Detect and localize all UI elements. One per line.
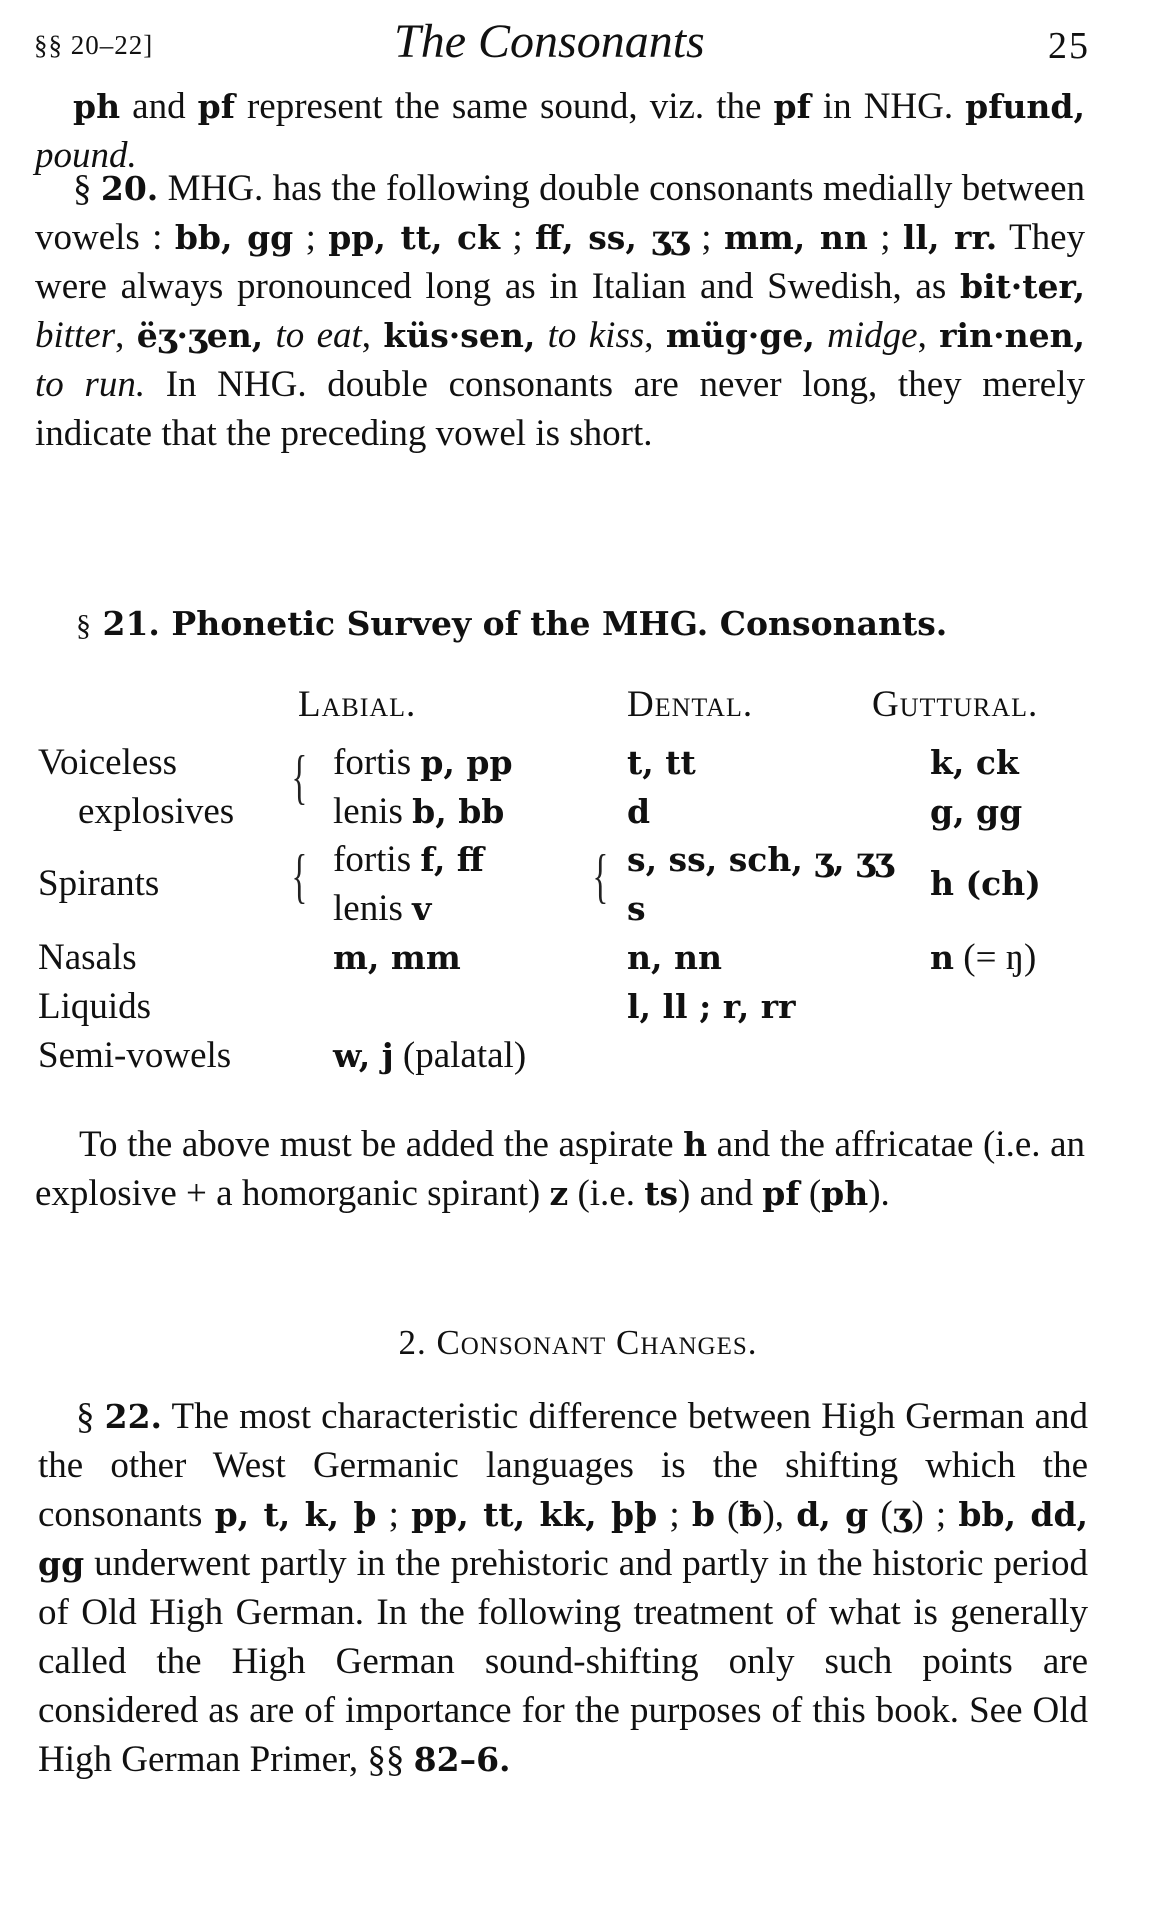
- bold-text: rin·nen,: [939, 316, 1086, 355]
- bold-text: mm, nn: [723, 218, 868, 257]
- section-21-title: 21. Phonetic Survey of the MHG. Consonants.: [102, 604, 948, 643]
- bold-text: b: [691, 1495, 715, 1534]
- text-run: and: [120, 86, 198, 127]
- paragraph-section-20: [35, 164, 1085, 458]
- bold-text: d: [627, 792, 651, 831]
- cell-dental: [627, 985, 795, 1028]
- text-run: fortis: [333, 839, 421, 880]
- cell-labial: [333, 741, 513, 784]
- row-label-voiceless: Voiceless: [38, 742, 178, 783]
- bold-text: k, ck: [930, 743, 1019, 782]
- text-run: ;: [376, 1494, 412, 1535]
- bold-text: pp, tt, kk, þþ: [411, 1495, 658, 1534]
- text-run: [815, 315, 827, 356]
- bold-text: g, gg: [930, 792, 1023, 831]
- column-head-guttural: Guttural.: [872, 684, 1039, 725]
- bold-text: s: [627, 889, 646, 928]
- italic-text: pound.: [35, 135, 137, 176]
- text-run: lenis: [333, 888, 413, 929]
- text-run: ) and: [678, 1173, 763, 1214]
- text-run: fortis: [333, 742, 421, 783]
- cell-guttural: [930, 936, 1036, 979]
- text-run: and the affricatae (i.e. an explosive + a homorganic spirant): [35, 1124, 1085, 1214]
- bold-text: 82–6.: [413, 1740, 511, 1779]
- cell-dental: [627, 838, 894, 881]
- text-run: MHG. has the following double consonants medially between vowels :: [35, 168, 1085, 258]
- text-run: §: [73, 168, 101, 209]
- text-run: ,: [644, 315, 666, 356]
- text-run: ,: [361, 315, 384, 356]
- bold-text: pfund,: [965, 87, 1085, 126]
- cell-dental: [627, 741, 696, 784]
- bold-text: h: [930, 864, 954, 903]
- bold-text: v: [412, 889, 432, 928]
- cell-labial: [333, 936, 461, 979]
- bold-text: t, tt: [627, 743, 696, 782]
- cell-labial: [333, 1034, 526, 1077]
- bold-text: 22.: [104, 1397, 163, 1436]
- running-head: [34, 8, 1090, 68]
- bold-text: müg·ge,: [665, 316, 815, 355]
- text-run: ).: [868, 1173, 890, 1214]
- bold-text: (ch): [954, 864, 1041, 903]
- text-run: (= ŋ): [954, 937, 1037, 978]
- row-label-nasals: Nasals: [38, 937, 137, 978]
- brace-icon: {: [291, 744, 308, 810]
- cell-guttural: [930, 862, 1041, 905]
- section-range: §§ 20–22]: [34, 30, 154, 60]
- bold-text: pf: [762, 1174, 800, 1213]
- text-run: ),: [762, 1494, 797, 1535]
- brace-icon: {: [592, 843, 609, 909]
- text-run: lenis: [333, 791, 413, 832]
- row-label-liquids: Liquids: [38, 986, 152, 1027]
- italic-text: to eat: [275, 315, 362, 356]
- cell-dental: [627, 887, 646, 930]
- chapter-title: The Consonants: [394, 15, 705, 68]
- text-run: underwent partly in the prehistoric and partly in the historic period of Old High German. In the following treatment of what is generally called the High German sound-shifting only such points are considered as are of importance for the purposes of this book. See Old High German Primer, §§: [38, 1543, 1088, 1780]
- text-run: ;: [657, 1494, 692, 1535]
- bold-text: pf: [773, 87, 811, 126]
- paragraph-affricatae: [35, 1120, 1085, 1218]
- bold-text: ll, rr.: [902, 218, 998, 257]
- bold-text: w, j: [333, 1036, 394, 1075]
- column-head-dental: Dental.: [627, 684, 754, 725]
- bold-text: 20.: [100, 169, 159, 208]
- subheading-consonant-changes: 2. Consonant Changes.: [398, 1323, 758, 1362]
- text-run: (i.e.: [568, 1173, 645, 1214]
- text-run: (: [868, 1494, 893, 1535]
- cell-labial: [333, 887, 431, 930]
- bold-text: pf: [197, 87, 235, 126]
- bold-text: m, mm: [333, 938, 461, 977]
- italic-text: midge: [827, 315, 918, 356]
- text-run: (: [714, 1494, 740, 1535]
- row-label-semi-vowels: Semi-vowels: [38, 1035, 232, 1076]
- cell-guttural: [930, 741, 1019, 784]
- bold-text: pp, tt, ck: [328, 218, 501, 257]
- bold-text: küs·sen,: [383, 316, 536, 355]
- text-run: ,: [115, 315, 137, 356]
- bold-text: ph: [73, 87, 121, 126]
- bold-text: f, ff: [420, 840, 484, 879]
- bold-text: n: [930, 938, 954, 977]
- cell-labial: [333, 838, 484, 881]
- text-run: ,: [917, 315, 940, 356]
- bold-text: ff, ss, ʒʒ: [535, 218, 689, 257]
- text-run: (: [799, 1173, 822, 1214]
- bold-text: p, t, k, þ: [214, 1495, 377, 1534]
- bold-text: s, ss, sch, ʒ, ʒʒ: [627, 840, 894, 879]
- row-label-explosives: explosives: [78, 791, 235, 832]
- bold-text: ƀ: [739, 1495, 763, 1534]
- text-run: The most characteristic difference between High German and the other West Germanic languages is the shifting which the consonants: [38, 1396, 1088, 1535]
- text-run: ;: [293, 217, 329, 258]
- italic-text: to kiss: [547, 315, 645, 356]
- bold-text: bit·ter,: [959, 267, 1085, 306]
- section-21-heading: [76, 604, 947, 643]
- text-run: ) ;: [911, 1494, 959, 1535]
- text-run: [535, 315, 547, 356]
- text-run: in NHG.: [810, 86, 966, 127]
- text-run: In NHG. double consonants are never long, they merely indicate that the preceding vowel is short.: [35, 364, 1085, 454]
- bold-text: bb, dd, gg: [38, 1495, 1089, 1583]
- brace-icon: {: [291, 843, 308, 909]
- bold-text: l, ll ; r, rr: [627, 987, 796, 1026]
- section-mark: §: [76, 609, 91, 642]
- bold-text: d, g: [796, 1495, 869, 1534]
- text-run: To the above must be added the aspirate: [79, 1124, 684, 1165]
- bold-text: ʒ: [892, 1495, 912, 1534]
- bold-text: n, nn: [627, 938, 722, 977]
- column-head-labial: Labial.: [298, 684, 417, 725]
- cell-dental: [627, 936, 722, 979]
- page-number: 25: [1048, 25, 1090, 67]
- bold-text: b, bb: [412, 792, 505, 831]
- bold-text: bb, gg: [174, 218, 294, 257]
- cell-labial: [333, 790, 504, 833]
- italic-text: bitter: [35, 315, 116, 356]
- italic-text: to run.: [35, 364, 146, 405]
- bold-text: ts: [644, 1174, 679, 1213]
- paragraph-section-22: [38, 1392, 1088, 1784]
- text-run: ;: [867, 217, 903, 258]
- bold-text: z: [549, 1174, 569, 1213]
- bold-text: ph: [821, 1174, 869, 1213]
- text-run: They were always pronounced long as in Italian and Swedish, as: [35, 217, 1086, 307]
- text-run: ;: [500, 217, 536, 258]
- text-run: (palatal): [393, 1035, 527, 1076]
- bold-text: h: [683, 1125, 708, 1164]
- text-run: [263, 315, 275, 356]
- bold-text: p, pp: [420, 743, 513, 782]
- text-run: ;: [688, 217, 724, 258]
- cell-guttural: [930, 790, 1022, 833]
- bold-text: ëʒ·ʒen,: [136, 316, 264, 355]
- text-run: §: [76, 1396, 105, 1437]
- text-run: represent the same sound, viz. the: [234, 86, 774, 127]
- row-label-spirants: Spirants: [38, 863, 160, 904]
- cell-dental: [627, 790, 650, 833]
